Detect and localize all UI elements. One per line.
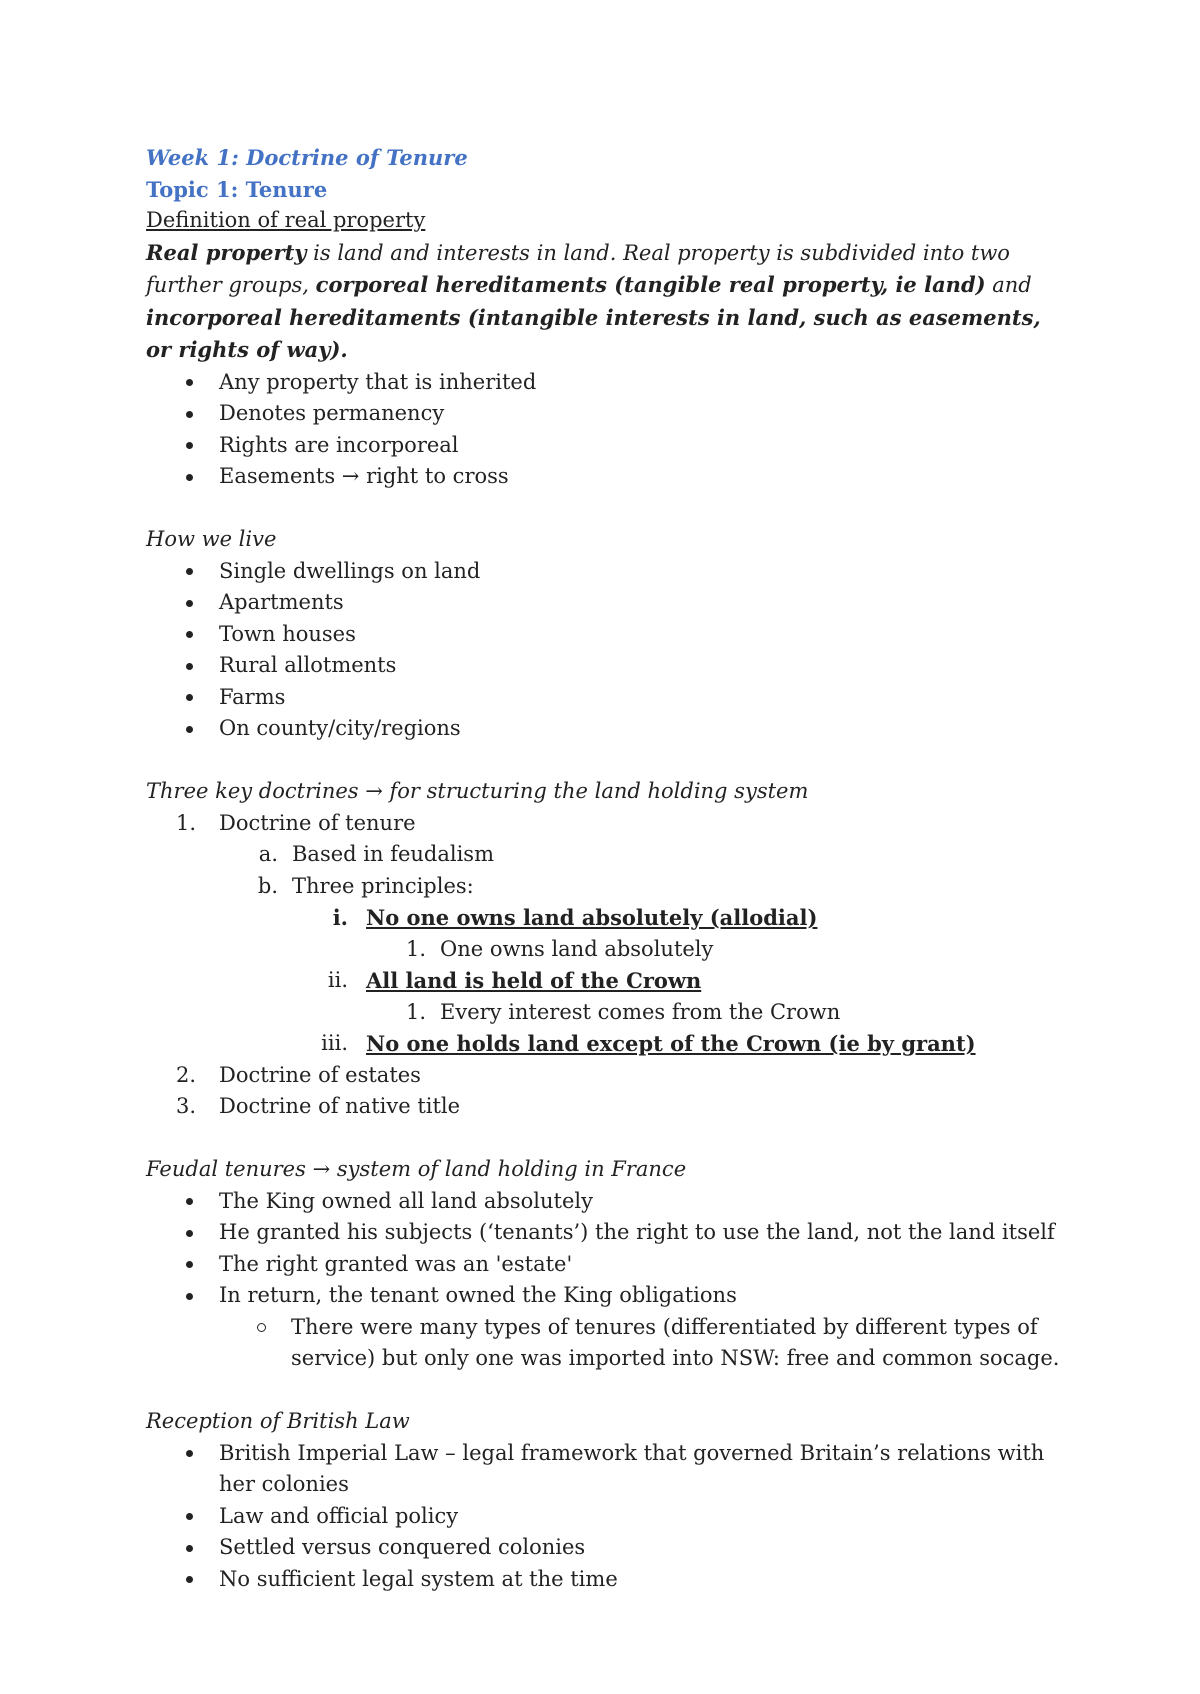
principle-item: i. No one owns land absolutely (allodial) (332, 905, 818, 930)
doctrine-item: 2. Doctrine of estates (175, 1062, 421, 1087)
doctrines-heading: Three key doctrines → for structuring the land holding system (146, 779, 809, 803)
principle-item: iii. No one holds land except of the Crown (ie by grant) (321, 1031, 976, 1056)
document-content (146, 142, 1066, 1595)
list-item: The King owned all land absolutely (146, 1186, 1066, 1218)
list-item: British Imperial Law – legal framework that governed Britain’s relations with her colonies (146, 1438, 1064, 1501)
doctrine-item: 3. Doctrine of native title (175, 1094, 461, 1118)
sub-list-item: There were many types of tenures (differentiated by different types of service) but only one was imported into NSW: free and common socage. (146, 1312, 1061, 1375)
principle-subitem: 1. One owns land absolutely (405, 936, 714, 961)
reception-heading: Reception of British Law (146, 1409, 410, 1433)
topic-heading: Topic 1: Tenure (146, 176, 328, 202)
definition-text: is land and interests in land. Real property is subdivided into two further groups, (146, 240, 1010, 297)
list-item: He granted his subjects (‘tenants’) the right to use the land, not the land itself (146, 1217, 1066, 1249)
list-item: The right granted was an 'estate' (146, 1249, 1066, 1281)
how-we-live-heading: How we live (146, 527, 277, 551)
list-item: Settled versus conquered colonies (146, 1532, 1066, 1564)
principle-subitem: 1. Every interest comes from the Crown (405, 999, 841, 1024)
list-item: Rural allotments (146, 650, 1066, 682)
list-item: Any property that is inherited (146, 367, 1066, 399)
definition-paragraph (146, 237, 1066, 367)
list-item: On county/city/regions (146, 713, 1066, 745)
list-item: Law and official policy (146, 1501, 1066, 1533)
term-incorporeal: incorporeal hereditaments (intangible interests in land, such as easements, or rights of way). (146, 304, 1041, 362)
list-item: Denotes permanency (146, 398, 1066, 430)
list-item: Single dwellings on land (146, 556, 1066, 588)
doctrine-subitem: a. Based in feudalism (258, 842, 495, 866)
list-item: Apartments (146, 587, 1066, 619)
definition-heading: Definition of real property (146, 208, 426, 232)
list-item: Easements → right to cross (146, 461, 1066, 493)
list-item: Town houses (146, 619, 1066, 651)
list-item: No sufficient legal system at the time (146, 1564, 1066, 1596)
doctrine-item: 1. Doctrine of tenure (175, 810, 416, 835)
list-item: Farms (146, 682, 1066, 714)
definition-and: and (985, 273, 1032, 297)
feudal-heading: Feudal tenures → system of land holding in France (146, 1157, 687, 1181)
doctrine-subitem: b. Three principles: (257, 873, 474, 898)
week-heading: Week 1: Doctrine of Tenure (146, 145, 468, 170)
term-real-property: Real property (146, 239, 307, 265)
principle-item: ii. All land is held of the Crown (327, 968, 702, 993)
term-corporeal: corporeal hereditaments (tangible real property, ie land) (315, 272, 986, 297)
list-item: Rights are incorporeal (146, 430, 1066, 462)
list-item: In return, the tenant owned the King obligations (146, 1280, 1066, 1312)
